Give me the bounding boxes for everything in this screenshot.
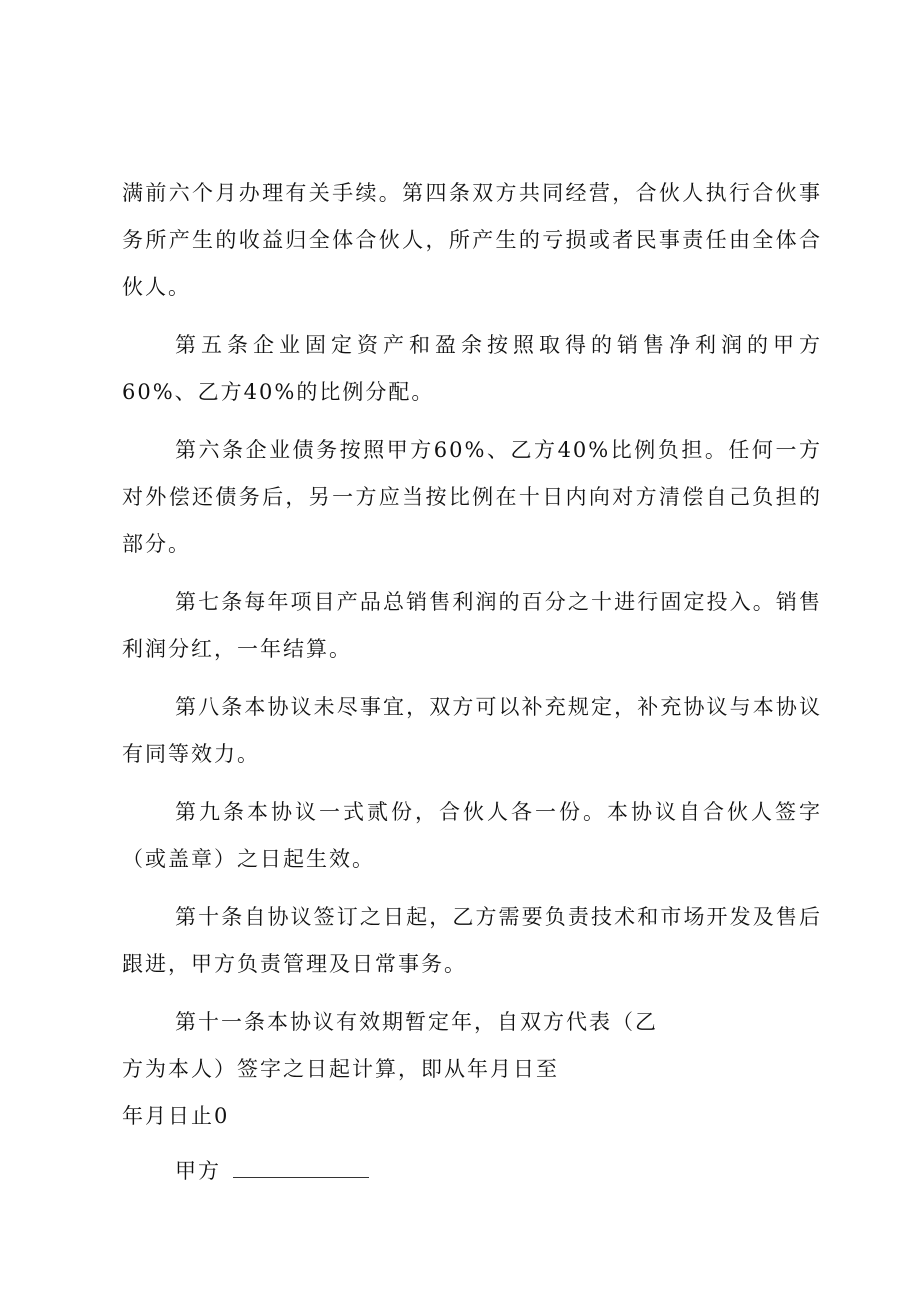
paragraph-article-9: 第九条本协议一式贰份，合伙人各一份。本协议自合伙人签字（或盖章）之日起生效。: [122, 800, 822, 871]
paragraph-article-4: 满前六个月办理有关手续。第四条双方共同经营，合伙人执行合伙事务所产生的收益归全体合伙人，所产生的亏损或者民事责任由全体合伙人。: [122, 181, 822, 299]
paragraph-article-10: 第十条自协议签订之日起，乙方需要负责技术和市场开发及售后跟进，甲方负责管理及日常事务。: [122, 905, 822, 976]
paragraph-article-7: 第七条每年项目产品总销售利润的百分之十进行固定投入。销售利润分红，一年结算。: [122, 590, 822, 661]
signature-blank-line: [233, 1155, 369, 1178]
article-11-line: 第十一条本协议有效期暂定年，自双方代表（乙: [175, 1010, 658, 1034]
article-11-line: 年月日止0: [122, 1104, 230, 1128]
signature-label: 甲方: [175, 1159, 221, 1183]
paragraph-article-11: [122, 999, 822, 1140]
document-body: [122, 170, 822, 1195]
article-11-line: 方为本人）签字之日起计算，即从年月日至: [122, 1057, 559, 1081]
paragraph-article-8: 第八条本协议未尽事宜，双方可以补充规定，补充协议与本协议有同等效力。: [122, 695, 822, 766]
paragraph-article-5: 第五条企业固定资产和盈余按照取得的销售净利润的甲方60%、乙方40%的比例分配。: [122, 333, 822, 404]
paragraph-article-6: 第六条企业债务按照甲方60%、乙方40%比例负担。任何一方对外偿还债务后，另一方应当按比例在十日内向对方清偿自己负担的部分。: [122, 438, 822, 556]
signature-party-a: [122, 1148, 822, 1195]
